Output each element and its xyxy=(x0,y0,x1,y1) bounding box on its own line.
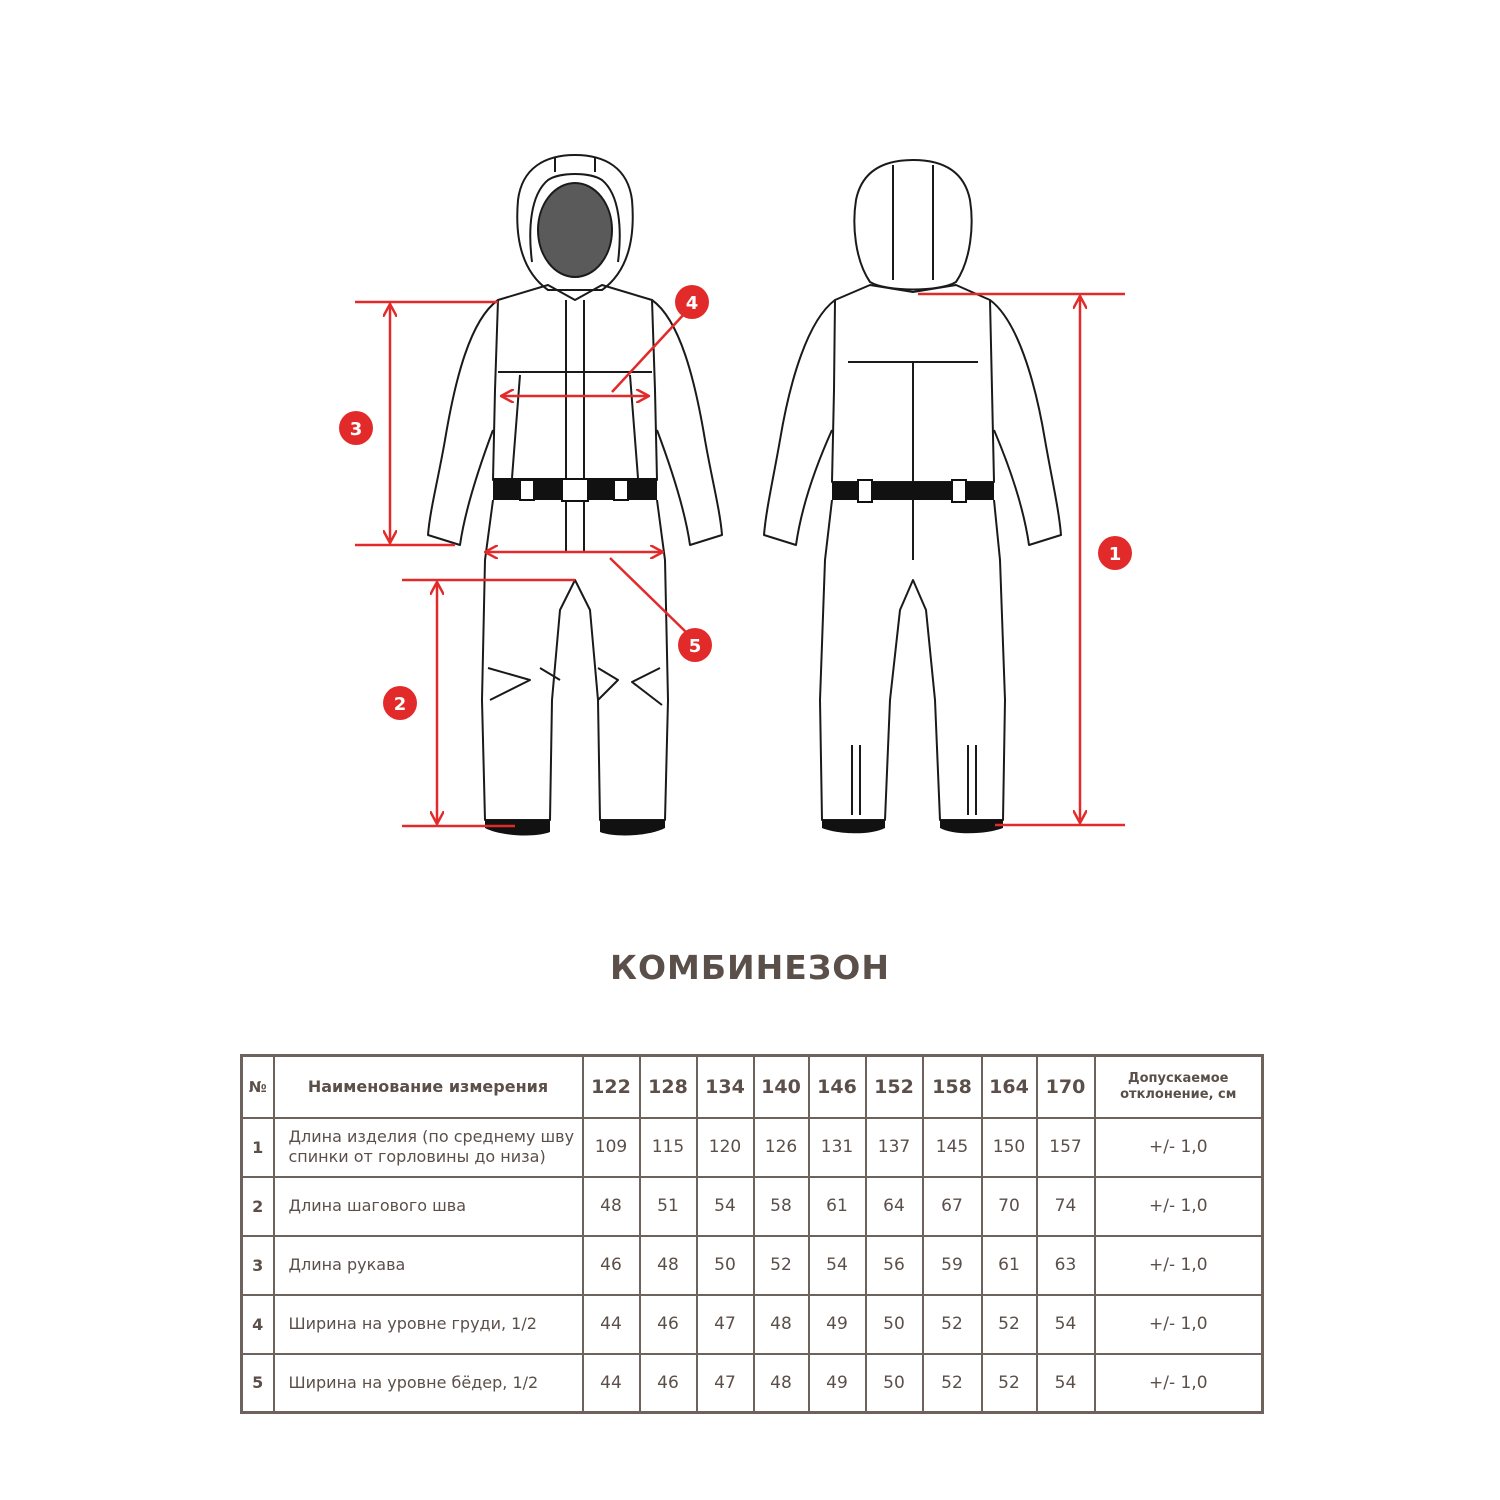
row-num: 4 xyxy=(242,1295,274,1354)
row-value: 63 xyxy=(1037,1236,1095,1295)
back-belt xyxy=(832,482,994,500)
row-value: 51 xyxy=(640,1177,697,1236)
table-row xyxy=(242,1177,1263,1236)
marker-label-4: 4 xyxy=(685,293,699,314)
row-num: 5 xyxy=(242,1354,274,1413)
row-value: 109 xyxy=(583,1118,640,1177)
header-size: 146 xyxy=(809,1056,866,1118)
front-legs xyxy=(482,500,668,820)
row-value: 131 xyxy=(809,1118,866,1177)
header-name: Наименование измерения xyxy=(274,1056,583,1118)
marker-label-2: 2 xyxy=(393,694,407,715)
row-value: 50 xyxy=(866,1354,923,1413)
marker-label-5: 5 xyxy=(688,636,702,657)
header-tolerance xyxy=(1095,1056,1263,1118)
back-view xyxy=(764,160,1061,833)
row-value: 46 xyxy=(583,1236,640,1295)
row-value: 48 xyxy=(754,1295,809,1354)
row-num: 3 xyxy=(242,1236,274,1295)
size-table xyxy=(240,1054,1264,1414)
marker-badge-5 xyxy=(678,628,712,662)
row-value: 59 xyxy=(923,1236,982,1295)
header-size: 128 xyxy=(640,1056,697,1118)
row-value: 54 xyxy=(1037,1354,1095,1413)
header-size: 134 xyxy=(697,1056,754,1118)
row-value: 115 xyxy=(640,1118,697,1177)
header-size: 170 xyxy=(1037,1056,1095,1118)
front-left-sleeve xyxy=(428,300,498,545)
back-right-sleeve xyxy=(990,300,1061,545)
row-value: 67 xyxy=(923,1177,982,1236)
row-tolerance: +/- 1,0 xyxy=(1095,1354,1263,1413)
header-tolerance-line2: отклонение, см xyxy=(1120,1086,1237,1102)
header-tolerance-line1: Допускаемое xyxy=(1128,1070,1229,1086)
table-row xyxy=(242,1118,1263,1177)
row-value: 137 xyxy=(866,1118,923,1177)
row-value: 58 xyxy=(754,1177,809,1236)
row-value: 126 xyxy=(754,1118,809,1177)
table-row xyxy=(242,1354,1263,1413)
marker-badge-4 xyxy=(675,285,709,319)
row-value: 44 xyxy=(583,1295,640,1354)
row-name: Ширина на уровне груди, 1/2 xyxy=(274,1295,583,1354)
table-header-row xyxy=(242,1056,1263,1118)
row-value: 47 xyxy=(697,1295,754,1354)
row-tolerance: +/- 1,0 xyxy=(1095,1295,1263,1354)
header-size: 158 xyxy=(923,1056,982,1118)
row-value: 52 xyxy=(982,1295,1037,1354)
row-value: 48 xyxy=(583,1177,640,1236)
row-value: 44 xyxy=(583,1354,640,1413)
row-value: 48 xyxy=(754,1354,809,1413)
row-value: 52 xyxy=(754,1236,809,1295)
row-value: 54 xyxy=(697,1177,754,1236)
row-value: 50 xyxy=(866,1295,923,1354)
row-value: 54 xyxy=(1037,1295,1095,1354)
marker-badge-3 xyxy=(339,411,373,445)
row-value: 49 xyxy=(809,1354,866,1413)
front-torso xyxy=(493,285,657,480)
row-value: 157 xyxy=(1037,1118,1095,1177)
row-value: 64 xyxy=(866,1177,923,1236)
row-num: 1 xyxy=(242,1118,274,1177)
row-value: 145 xyxy=(923,1118,982,1177)
row-value: 48 xyxy=(640,1236,697,1295)
row-value: 52 xyxy=(923,1295,982,1354)
row-value: 52 xyxy=(982,1354,1037,1413)
row-name: Ширина на уровне бёдер, 1/2 xyxy=(274,1354,583,1413)
row-value: 47 xyxy=(697,1354,754,1413)
marker-label-1: 1 xyxy=(1108,544,1122,565)
row-value: 150 xyxy=(982,1118,1037,1177)
row-num: 2 xyxy=(242,1177,274,1236)
header-num: № xyxy=(242,1056,274,1118)
row-name: Длина шагового шва xyxy=(274,1177,583,1236)
row-value: 70 xyxy=(982,1177,1037,1236)
marker-badge-1 xyxy=(1098,536,1132,570)
row-value: 49 xyxy=(809,1295,866,1354)
face-opening xyxy=(538,183,612,277)
row-tolerance: +/- 1,0 xyxy=(1095,1118,1263,1177)
row-value: 46 xyxy=(640,1295,697,1354)
row-value: 50 xyxy=(697,1236,754,1295)
row-name: Длина изделия (по среднему шву спинки от горловины до низа) xyxy=(274,1118,583,1177)
header-size: 164 xyxy=(982,1056,1037,1118)
row-value: 74 xyxy=(1037,1177,1095,1236)
row-value: 54 xyxy=(809,1236,866,1295)
row-value: 46 xyxy=(640,1354,697,1413)
marker-badge-2 xyxy=(383,686,417,720)
table-row xyxy=(242,1236,1263,1295)
header-size: 152 xyxy=(866,1056,923,1118)
page-title: КОМБИНЕЗОН xyxy=(610,948,890,987)
marker-label-3: 3 xyxy=(349,419,363,440)
row-name: Длина рукава xyxy=(274,1236,583,1295)
front-view xyxy=(428,155,722,835)
header-size: 140 xyxy=(754,1056,809,1118)
back-left-sleeve xyxy=(764,300,835,545)
row-tolerance: +/- 1,0 xyxy=(1095,1236,1263,1295)
row-tolerance: +/- 1,0 xyxy=(1095,1177,1263,1236)
row-value: 56 xyxy=(866,1236,923,1295)
header-size: 122 xyxy=(583,1056,640,1118)
row-value: 61 xyxy=(982,1236,1037,1295)
table-row xyxy=(242,1295,1263,1354)
back-hood xyxy=(854,160,971,290)
row-value: 61 xyxy=(809,1177,866,1236)
row-value: 120 xyxy=(697,1118,754,1177)
measurement-lines xyxy=(355,294,1125,826)
row-value: 52 xyxy=(923,1354,982,1413)
